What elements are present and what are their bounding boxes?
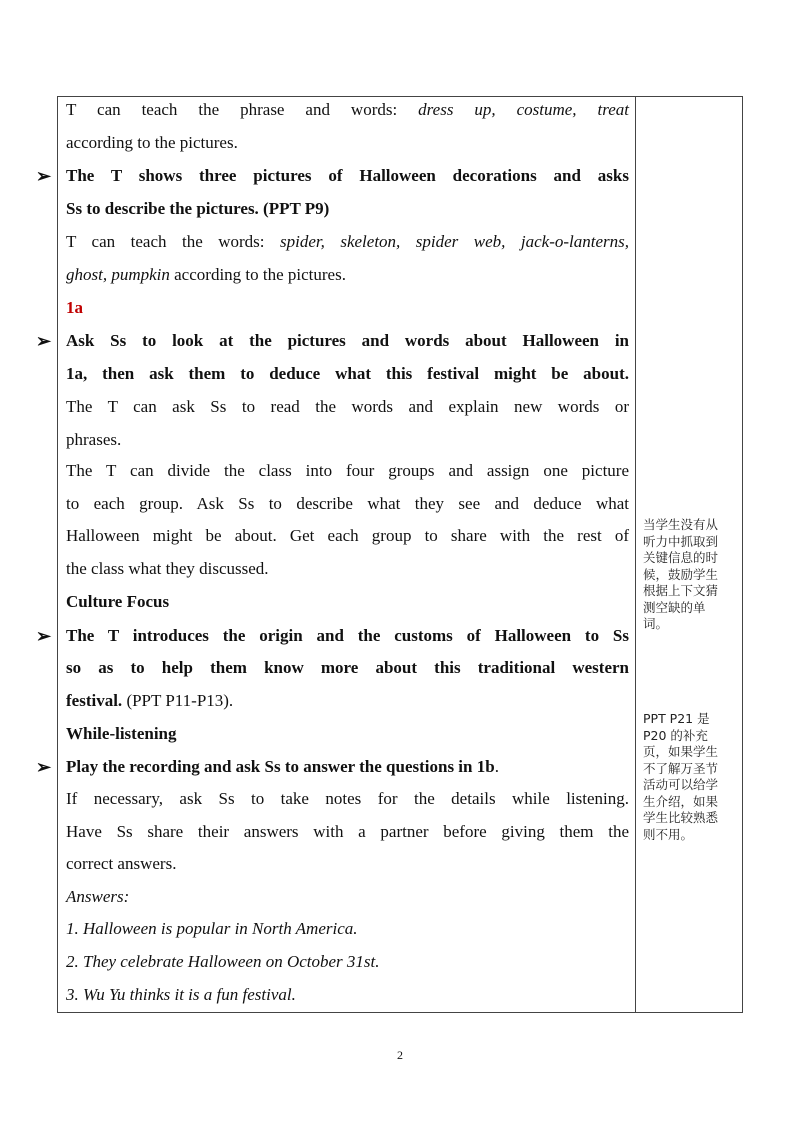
line-text: . <box>494 757 499 776</box>
text-line: The T can ask Ss to read the words and explain new words or <box>66 397 629 416</box>
section-heading-1a: 1a <box>66 298 83 317</box>
section-heading-culture-focus: Culture Focus <box>66 592 170 611</box>
line-text: according to the pictures. <box>169 265 346 284</box>
line-text: T can teach the words: <box>66 232 280 251</box>
bullet-line <box>36 331 629 351</box>
bullet-line <box>36 757 629 777</box>
text-line: Halloween might be about. Get each group to share with the rest of <box>66 526 629 545</box>
answer-item: 3. Wu Yu thinks it is a fun festival. <box>66 985 296 1004</box>
answers-label: Answers: <box>66 887 130 906</box>
section-heading-while-listening: While-listening <box>66 724 177 743</box>
text-line <box>66 265 629 285</box>
line-text: (PPT P11-P13). <box>122 691 234 710</box>
text-line: according to the pictures. <box>66 133 238 152</box>
line-text: The T introduces the origin and the customs of Halloween to Ss <box>66 626 629 645</box>
arrow-bullet-icon: ➢ <box>36 626 52 646</box>
text-line: Ss to describe the pictures. (PPT P9) <box>66 199 330 218</box>
text-line: to each group. Ask Ss to describe what they see and deduce what <box>66 494 629 513</box>
italic-words: ghost, pumpkin <box>66 265 170 284</box>
page-number: 2 <box>397 1048 403 1062</box>
text-line: correct answers. <box>66 854 177 873</box>
text-line <box>66 232 629 252</box>
arrow-bullet-icon: ➢ <box>36 166 52 186</box>
text-line: the class what they discussed. <box>66 559 269 578</box>
bullet-line <box>36 626 629 646</box>
text-line: so as to help them know more about this traditional western <box>66 658 629 677</box>
teacher-note-1: 当学生没有从听力中抓取到关键信息的时候，鼓励学生根据上下文猜测空缺的单词。 <box>643 517 719 631</box>
column-divider <box>635 97 636 1012</box>
line-text: T can teach the phrase and words: <box>66 100 419 119</box>
text-line: The T can divide the class into four groups and assign one picture <box>66 461 629 480</box>
lesson-table <box>36 96 743 1013</box>
text-line: If necessary, ask Ss to take notes for the details while listening. <box>66 789 629 808</box>
italic-words: dress up, costume, treat <box>418 100 629 119</box>
italic-words: spider, skeleton, spider web, jack-o-lanterns, <box>280 232 629 251</box>
line-text: The T shows three pictures of Halloween decorations and asks <box>66 166 629 185</box>
answer-item: 2. They celebrate Halloween on October 31st. <box>66 952 380 971</box>
text-line: Have Ss share their answers with a partner before giving them the <box>66 822 629 841</box>
bullet-line <box>36 166 629 186</box>
text-line <box>66 691 629 711</box>
teacher-note-2: PPT P21 是 P20 的补充页，如果学生不了解万圣节活动可以给学生介绍，如果学生比较熟悉则不用。 <box>643 711 719 842</box>
text-line: phrases. <box>66 430 122 449</box>
arrow-bullet-icon: ➢ <box>36 331 52 351</box>
answer-item: 1. Halloween is popular in North America. <box>66 919 358 938</box>
arrow-bullet-icon: ➢ <box>36 757 52 777</box>
line-text: Ask Ss to look at the pictures and words about Halloween in <box>66 331 629 350</box>
text-line: 1a, then ask them to deduce what this festival might be about. <box>66 364 629 383</box>
text-line <box>66 100 629 120</box>
bold-word: festival. <box>66 691 123 710</box>
line-text: Play the recording and ask Ss to answer the questions in 1b <box>66 757 495 776</box>
